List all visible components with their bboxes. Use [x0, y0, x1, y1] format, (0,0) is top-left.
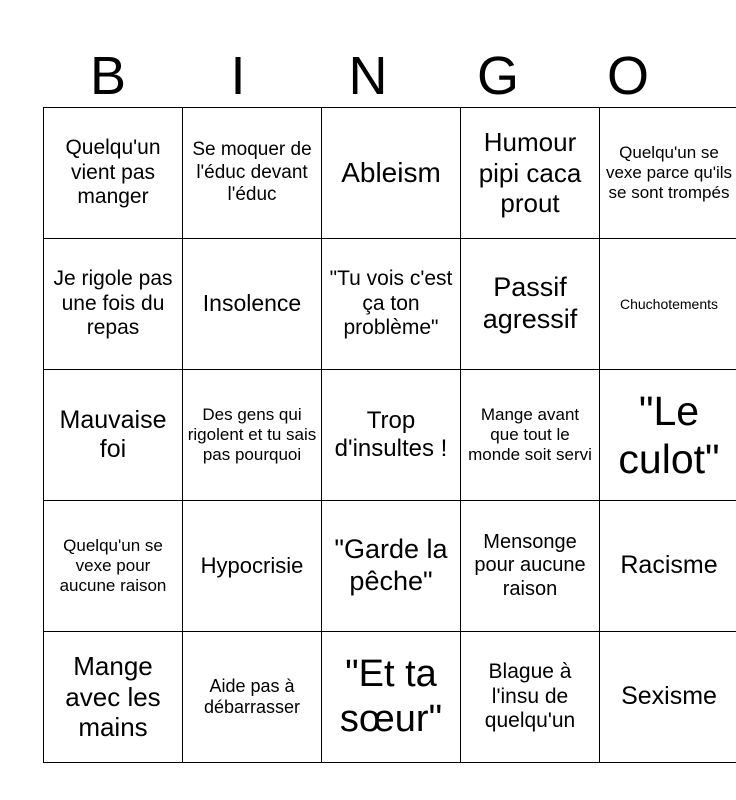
bingo-cell[interactable]: Mange avec les mains: [44, 632, 183, 763]
bingo-cell[interactable]: "Garde la pêche": [322, 501, 461, 632]
bingo-cell[interactable]: Se moquer de l'éduc devant l'éduc: [183, 108, 322, 239]
bingo-row: [44, 632, 736, 763]
bingo-cell[interactable]: Aide pas à débarrasser: [183, 632, 322, 763]
bingo-cell[interactable]: Chuchotements: [600, 239, 736, 370]
bingo-cell[interactable]: Mauvaise foi: [44, 370, 183, 501]
bingo-cell[interactable]: Insolence: [183, 239, 322, 370]
bingo-cell[interactable]: "Tu vois c'est ça ton problème": [322, 239, 461, 370]
header-letter-g: G: [476, 46, 519, 106]
bingo-cell[interactable]: Sexisme: [600, 632, 736, 763]
bingo-card: [43, 107, 736, 763]
bingo-cell[interactable]: Mange avant que tout le monde soit servi: [461, 370, 600, 501]
header-letter-i: I: [230, 46, 246, 106]
bingo-cell[interactable]: Je rigole pas une fois du repas: [44, 239, 183, 370]
header-letter-o: O: [606, 46, 649, 106]
bingo-row: [44, 501, 736, 632]
bingo-cell[interactable]: Mensonge pour aucune raison: [461, 501, 600, 632]
bingo-cell[interactable]: Racisme: [600, 501, 736, 632]
bingo-cell[interactable]: Blague à l'insu de quelqu'un: [461, 632, 600, 763]
bingo-header: [43, 44, 693, 108]
bingo-row: [44, 370, 736, 501]
bingo-cell[interactable]: Humour pipi caca prout: [461, 108, 600, 239]
bingo-cell[interactable]: Quelqu'un se vexe parce qu'ils se sont trompés: [600, 108, 736, 239]
bingo-cell[interactable]: Hypocrisie: [183, 501, 322, 632]
header-letter-b: B: [89, 46, 127, 106]
bingo-cell[interactable]: Trop d'insultes !: [322, 370, 461, 501]
bingo-cell[interactable]: "Et ta sœur": [322, 632, 461, 763]
bingo-cell[interactable]: "Le culot": [600, 370, 736, 501]
header-letter-n: N: [348, 46, 388, 106]
bingo-cell[interactable]: Passif agressif: [461, 239, 600, 370]
bingo-cell[interactable]: Des gens qui rigolent et tu sais pas pourquoi: [183, 370, 322, 501]
bingo-cell[interactable]: Quelqu'un se vexe pour aucune raison: [44, 501, 183, 632]
bingo-cell[interactable]: Quelqu'un vient pas manger: [44, 108, 183, 239]
bingo-cell[interactable]: Ableism: [322, 108, 461, 239]
bingo-row: [44, 239, 736, 370]
bingo-row: [44, 108, 736, 239]
